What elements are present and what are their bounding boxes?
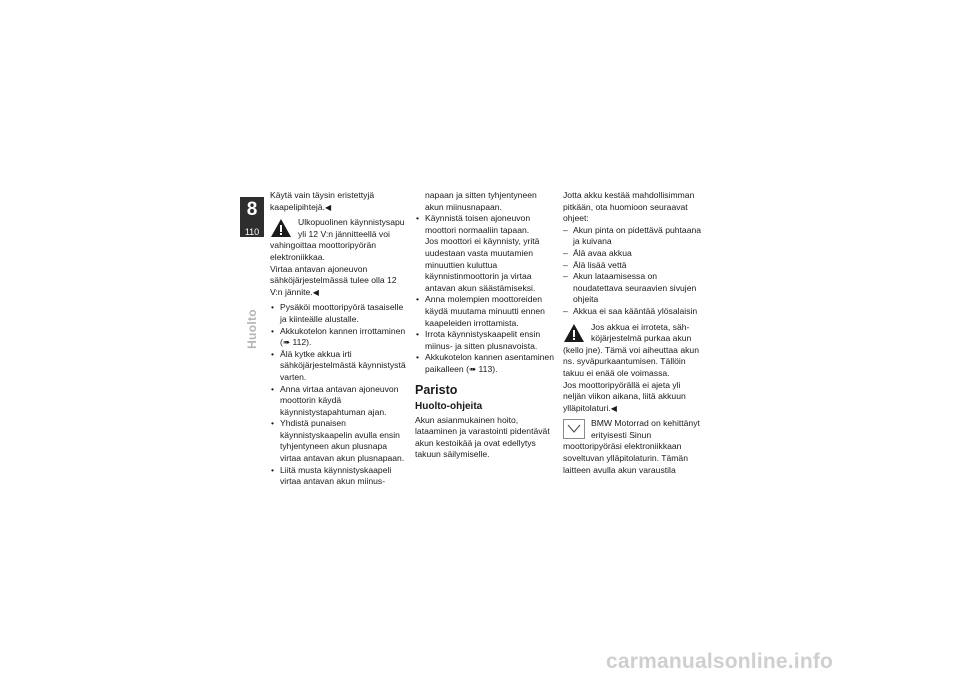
info-text: BMW Motorrad on kehittänyt erityisesti Sinun moottoripyöräsi elektroniikkaan soveltuvan ylläpitolaturin. Tämän laitteen avulla akun varaustila — [563, 418, 700, 475]
subsection-heading: Huolto-ohjeita — [415, 400, 483, 412]
info-block — [563, 418, 703, 476]
list-item: • Yhdistä punaisen käynnistyskaapelin avulla ensin tyhjentyneen akun plusnapa virtaa antavan akun plusnapaan. — [270, 418, 410, 464]
section-heading: Paristo — [415, 382, 458, 397]
paragraph — [563, 380, 703, 415]
text: Käynnistä toisen ajoneuvon moottori normaaliin tapaan. — [425, 213, 531, 235]
text: Virtaa antavan ajoneuvon sähköjärjestelmässä tulee olla 12 V:n jännite. — [270, 263, 397, 297]
list-item: • Akkukotelon kannen irrottaminen (➠ 112). — [270, 326, 410, 349]
watermark: carmanualsonline.info — [606, 650, 834, 673]
paragraph: Akun asianmukainen hoito, lataaminen ja varastointi pidentävät akun kestoikää ja ovat edellytys takuun säilymiselle. — [415, 414, 550, 460]
end-mark-icon: ◀ — [312, 287, 319, 297]
warning-icon — [270, 218, 292, 238]
list-item: • Anna molempien moottoreiden käydä muutama minuutti ennen kaapeleiden irrottamista. — [415, 294, 555, 329]
paragraph — [270, 190, 410, 213]
paragraph — [270, 264, 410, 299]
warning-block — [270, 217, 410, 263]
list-item: – Älä avaa akkua — [563, 248, 703, 260]
list-item: – Akkua ei saa kääntää ylösalaisin — [563, 306, 703, 318]
list-item: • Anna virtaa antavan ajoneuvon moottorin käydä käynnistystapahtuman ajan. — [270, 384, 410, 419]
bullet-list — [270, 302, 410, 488]
list-item: • Irrota käynnistyskaapelit ensin miinus- ja sitten plusnavoista. — [415, 329, 555, 352]
warning-text: Jos akkua ei irroteta, säh-köjärjestelmä purkaa akun (kello jne). Tämä voi aiheuttaa akun ns. syväpurkaantumisen. Tällöin takuu ei enää ole voimassa. — [563, 321, 699, 378]
list-item: – Älä lisää vettä — [563, 260, 703, 272]
list-continuation: napaan ja sitten tyhjentyneen akun miinusnapaan. — [425, 190, 537, 212]
chapter-number: 8 — [246, 199, 258, 220]
paragraph: Jotta akku kestää mahdollisimman pitkään, ota huomioon seuraavat ohjeet: — [563, 190, 695, 224]
list-item: • Liitä musta käynnistyskaapeli virtaa antavan akun miinus- — [270, 465, 410, 488]
warning-icon — [563, 323, 585, 343]
column-1 — [270, 190, 410, 488]
list-item: – Akun pinta on pidettävä puhtaana ja kuivana — [563, 225, 703, 248]
column-2 — [415, 190, 555, 461]
warning-block — [563, 322, 703, 380]
list-item: • Akkukotelon kannen asentaminen paikalleen (➠ 113). — [415, 352, 555, 375]
dash-list — [563, 225, 703, 318]
column-3 — [563, 190, 703, 476]
list-item: • Pysäköi moottoripyörä tasaiselle ja kiinteälle alustalle. — [270, 302, 410, 325]
text: Jos moottori ei käynnisty, yritä uudestaan vasta muutamien minuuttien kuluttua käynnistinmoottorin ja virtaa antavan akun säästämiseksi. — [425, 236, 540, 293]
end-mark-icon: ◀ — [610, 403, 617, 413]
info-icon — [563, 419, 585, 439]
end-mark-icon: ◀ — [324, 202, 332, 212]
section-label: Huolto — [245, 309, 259, 349]
page-number: 110 — [244, 227, 260, 237]
list-item: – Akun lataamisessa on noudatettava seuraavien sivujen ohjeita — [563, 271, 703, 306]
bullet-list — [415, 213, 555, 375]
list-item — [415, 213, 555, 294]
text: Jos moottoripyörällä ei ajeta yli neljän viikon aikana, liitä akkuun ylläpitolaturi. — [563, 379, 686, 413]
list-item: • Älä kytke akkua irti sähköjärjestelmästä käynnistystä varten. — [270, 349, 410, 384]
text: Käytä vain täysin eristettyjä kaapelipihtejä. — [270, 190, 375, 212]
warning-text: Ulkopuolinen käynnistysapu yli 12 V:n jännitteellä voi vahingoittaa moottoripyörän elektroniikkaa. — [270, 217, 405, 262]
